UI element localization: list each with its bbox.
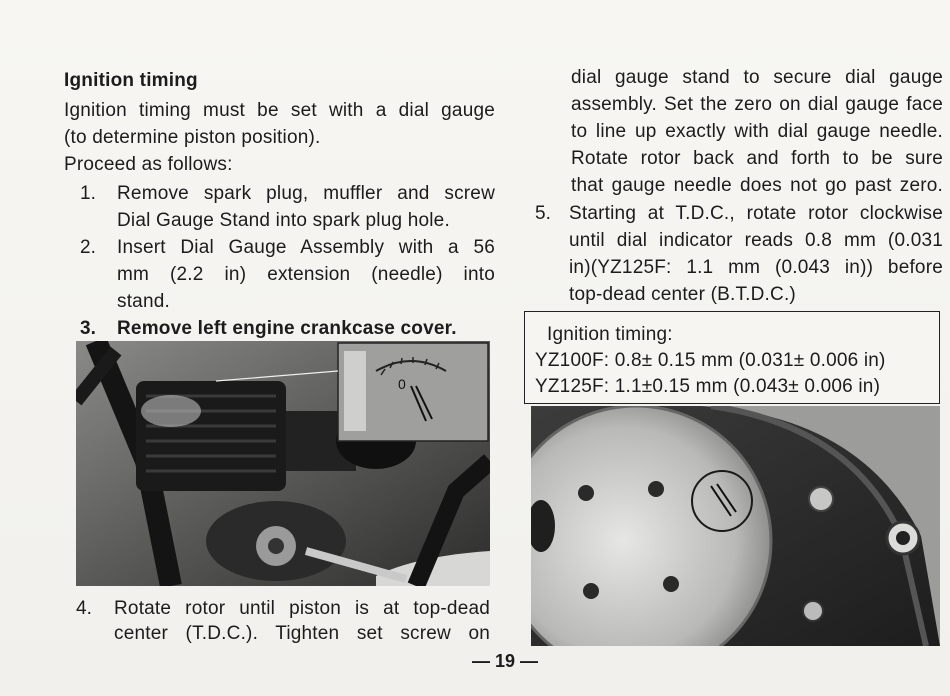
proceed-text: Proceed as follows: (64, 154, 233, 175)
rotor-photo-illustration (531, 406, 940, 646)
page-number: — 19 — (471, 651, 539, 671)
step-text: Rotate rotor until piston is at top-dead (114, 598, 490, 619)
step-text: Dial Gauge Stand into spark plug hole. (117, 210, 450, 231)
step-text: until dial indicator reads 0.8 mm (0.031 (569, 230, 943, 251)
rotor-photo (531, 406, 940, 646)
ignition-timing-spec-box (524, 311, 940, 404)
spec-title: Ignition timing: (547, 324, 673, 345)
continued-text: Rotate rotor back and forth to be sure (571, 148, 943, 169)
step-text: stand. (117, 291, 170, 312)
step-number: 1. (80, 183, 96, 204)
step-text: Remove left engine crankcase cover. (117, 318, 457, 339)
step-text: mm (2.2 in) extension (needle) into (117, 264, 495, 285)
continued-text: to line up exactly with dial gauge needle. (571, 121, 943, 142)
continued-text: dial gauge stand to secure dial gauge (571, 67, 943, 88)
intro-line-1: Ignition timing must be set with a dial gauge (64, 100, 495, 121)
step-number: 3. (80, 318, 96, 339)
dial-zero-label: 0 (398, 376, 406, 392)
spec-yz125f: YZ125F: 1.1±0.15 mm (0.043± 0.006 in) (535, 376, 881, 397)
spec-yz100f: YZ100F: 0.8± 0.15 mm (0.031± 0.006 in) (535, 350, 886, 371)
step-text: in)(YZ125F: 1.1 mm (0.043 in)) before (569, 257, 943, 278)
step-text: top-dead center (B.T.D.C.) (569, 284, 796, 305)
step-text: Remove spark plug, muffler and screw (117, 183, 495, 204)
step-number: 4. (76, 598, 92, 619)
continued-text: assembly. Set the zero on dial gauge face (571, 94, 943, 115)
engine-photo (76, 341, 490, 586)
step-text: Insert Dial Gauge Assembly with a 56 (117, 237, 495, 258)
intro-line-2: (to determine piston position). (64, 127, 321, 148)
step-text: Starting at T.D.C., rotate rotor clockwise (569, 203, 943, 224)
step-number: 2. (80, 237, 96, 258)
continued-text: that gauge needle does not go past zero. (571, 175, 943, 196)
section-heading: Ignition timing (64, 70, 198, 91)
step-text: center (T.D.C.). Tighten set screw on (114, 623, 490, 644)
step-number: 5. (535, 203, 551, 224)
engine-photo-illustration (76, 341, 490, 586)
